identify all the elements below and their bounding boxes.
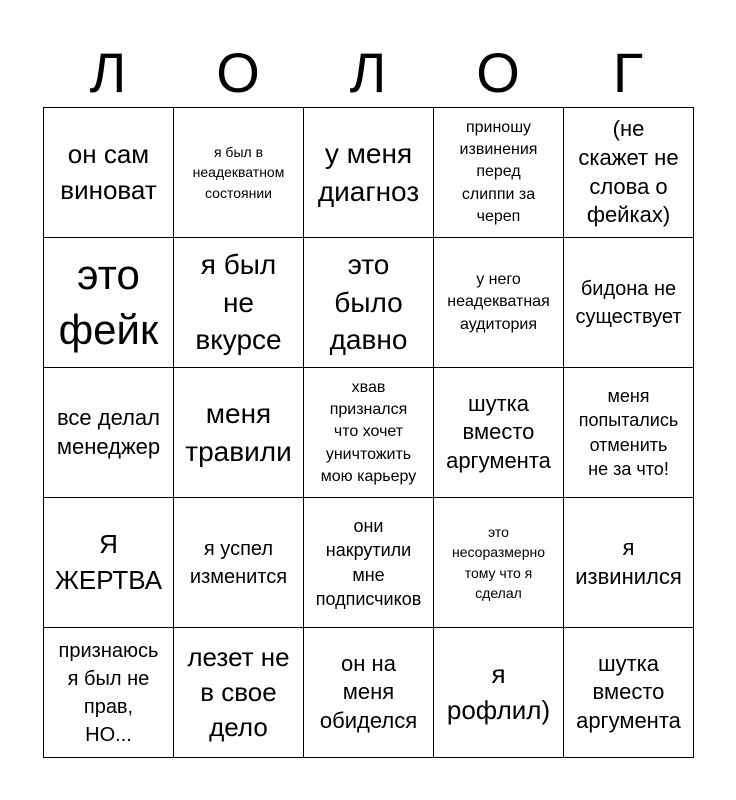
cell-text: (не скажет не слова о фейках)	[578, 116, 679, 228]
bingo-cell[interactable]	[304, 108, 434, 238]
header-letter: Г	[612, 41, 644, 104]
cell-text: меня попытались отменить не за что!	[578, 385, 679, 479]
bingo-cell[interactable]	[304, 628, 434, 758]
cell-text: у меня диагноз	[317, 137, 420, 207]
bingo-cell[interactable]	[434, 498, 564, 628]
bingo-cell[interactable]	[174, 498, 304, 628]
bingo-cell[interactable]	[564, 628, 694, 758]
cell-text: признаюсь я был не прав, НО...	[58, 639, 159, 746]
cell-text: у него неадекватная аудитория	[447, 270, 550, 333]
bingo-cell[interactable]	[434, 368, 564, 498]
cell-text: я успел изменится	[189, 537, 288, 588]
bingo-board	[43, 107, 694, 758]
bingo-cell[interactable]	[564, 238, 694, 368]
header-letter: О	[216, 41, 260, 104]
cell-text: хвав признался что хочет уничтожить мою карьеру	[320, 378, 417, 486]
bingo-cell[interactable]	[44, 238, 174, 368]
bingo-cell[interactable]	[174, 628, 304, 758]
bingo-cell[interactable]	[44, 498, 174, 628]
cell-text: я извинился	[575, 534, 682, 589]
cell-text: Я ЖЕРТВА	[54, 529, 163, 595]
bingo-cell[interactable]	[304, 238, 434, 368]
cell-text: лезет не в свое дело	[187, 641, 290, 743]
cell-text: он на меня обиделся	[319, 650, 418, 733]
bingo-cell[interactable]	[564, 368, 694, 498]
bingo-cell[interactable]	[564, 108, 694, 238]
bingo-cell[interactable]	[304, 498, 434, 628]
bingo-cell[interactable]	[44, 108, 174, 238]
bingo-header	[43, 38, 693, 108]
cell-text: бидона не существует	[575, 277, 682, 328]
header-letter: О	[476, 41, 520, 104]
cell-text: я был не вкурсе	[195, 248, 282, 356]
cell-text: меня травили	[185, 397, 292, 467]
cell-text: это несоразмерно тому что я сделал	[451, 523, 545, 601]
bingo-cell[interactable]	[44, 628, 174, 758]
bingo-cell[interactable]	[434, 238, 564, 368]
cell-text: шутка вместо аргумента	[576, 650, 681, 733]
cell-text: это было давно	[329, 248, 408, 356]
cell-text: приношу извинения перед слиппи за череп	[459, 118, 538, 226]
header-letter: Л	[349, 41, 387, 104]
bingo-cell[interactable]	[304, 368, 434, 498]
bingo-cell[interactable]	[44, 368, 174, 498]
bingo-cell[interactable]	[174, 108, 304, 238]
bingo-cell[interactable]	[434, 108, 564, 238]
cell-text: все делал менеджер	[56, 404, 161, 459]
header-letter: Л	[89, 41, 127, 104]
cell-text: шутка вместо аргумента	[446, 390, 551, 473]
cell-text: они накрутили мне подписчиков	[315, 515, 422, 609]
bingo-cell[interactable]	[174, 368, 304, 498]
bingo-cell[interactable]	[564, 498, 694, 628]
cell-text: я рофлил)	[446, 659, 551, 725]
cell-text: я был в неадекватном состоянии	[192, 144, 285, 201]
bingo-cell[interactable]	[434, 628, 564, 758]
bingo-cell[interactable]	[174, 238, 304, 368]
cell-text: он сам виноват	[60, 139, 157, 205]
cell-text: это фейк	[58, 250, 159, 353]
